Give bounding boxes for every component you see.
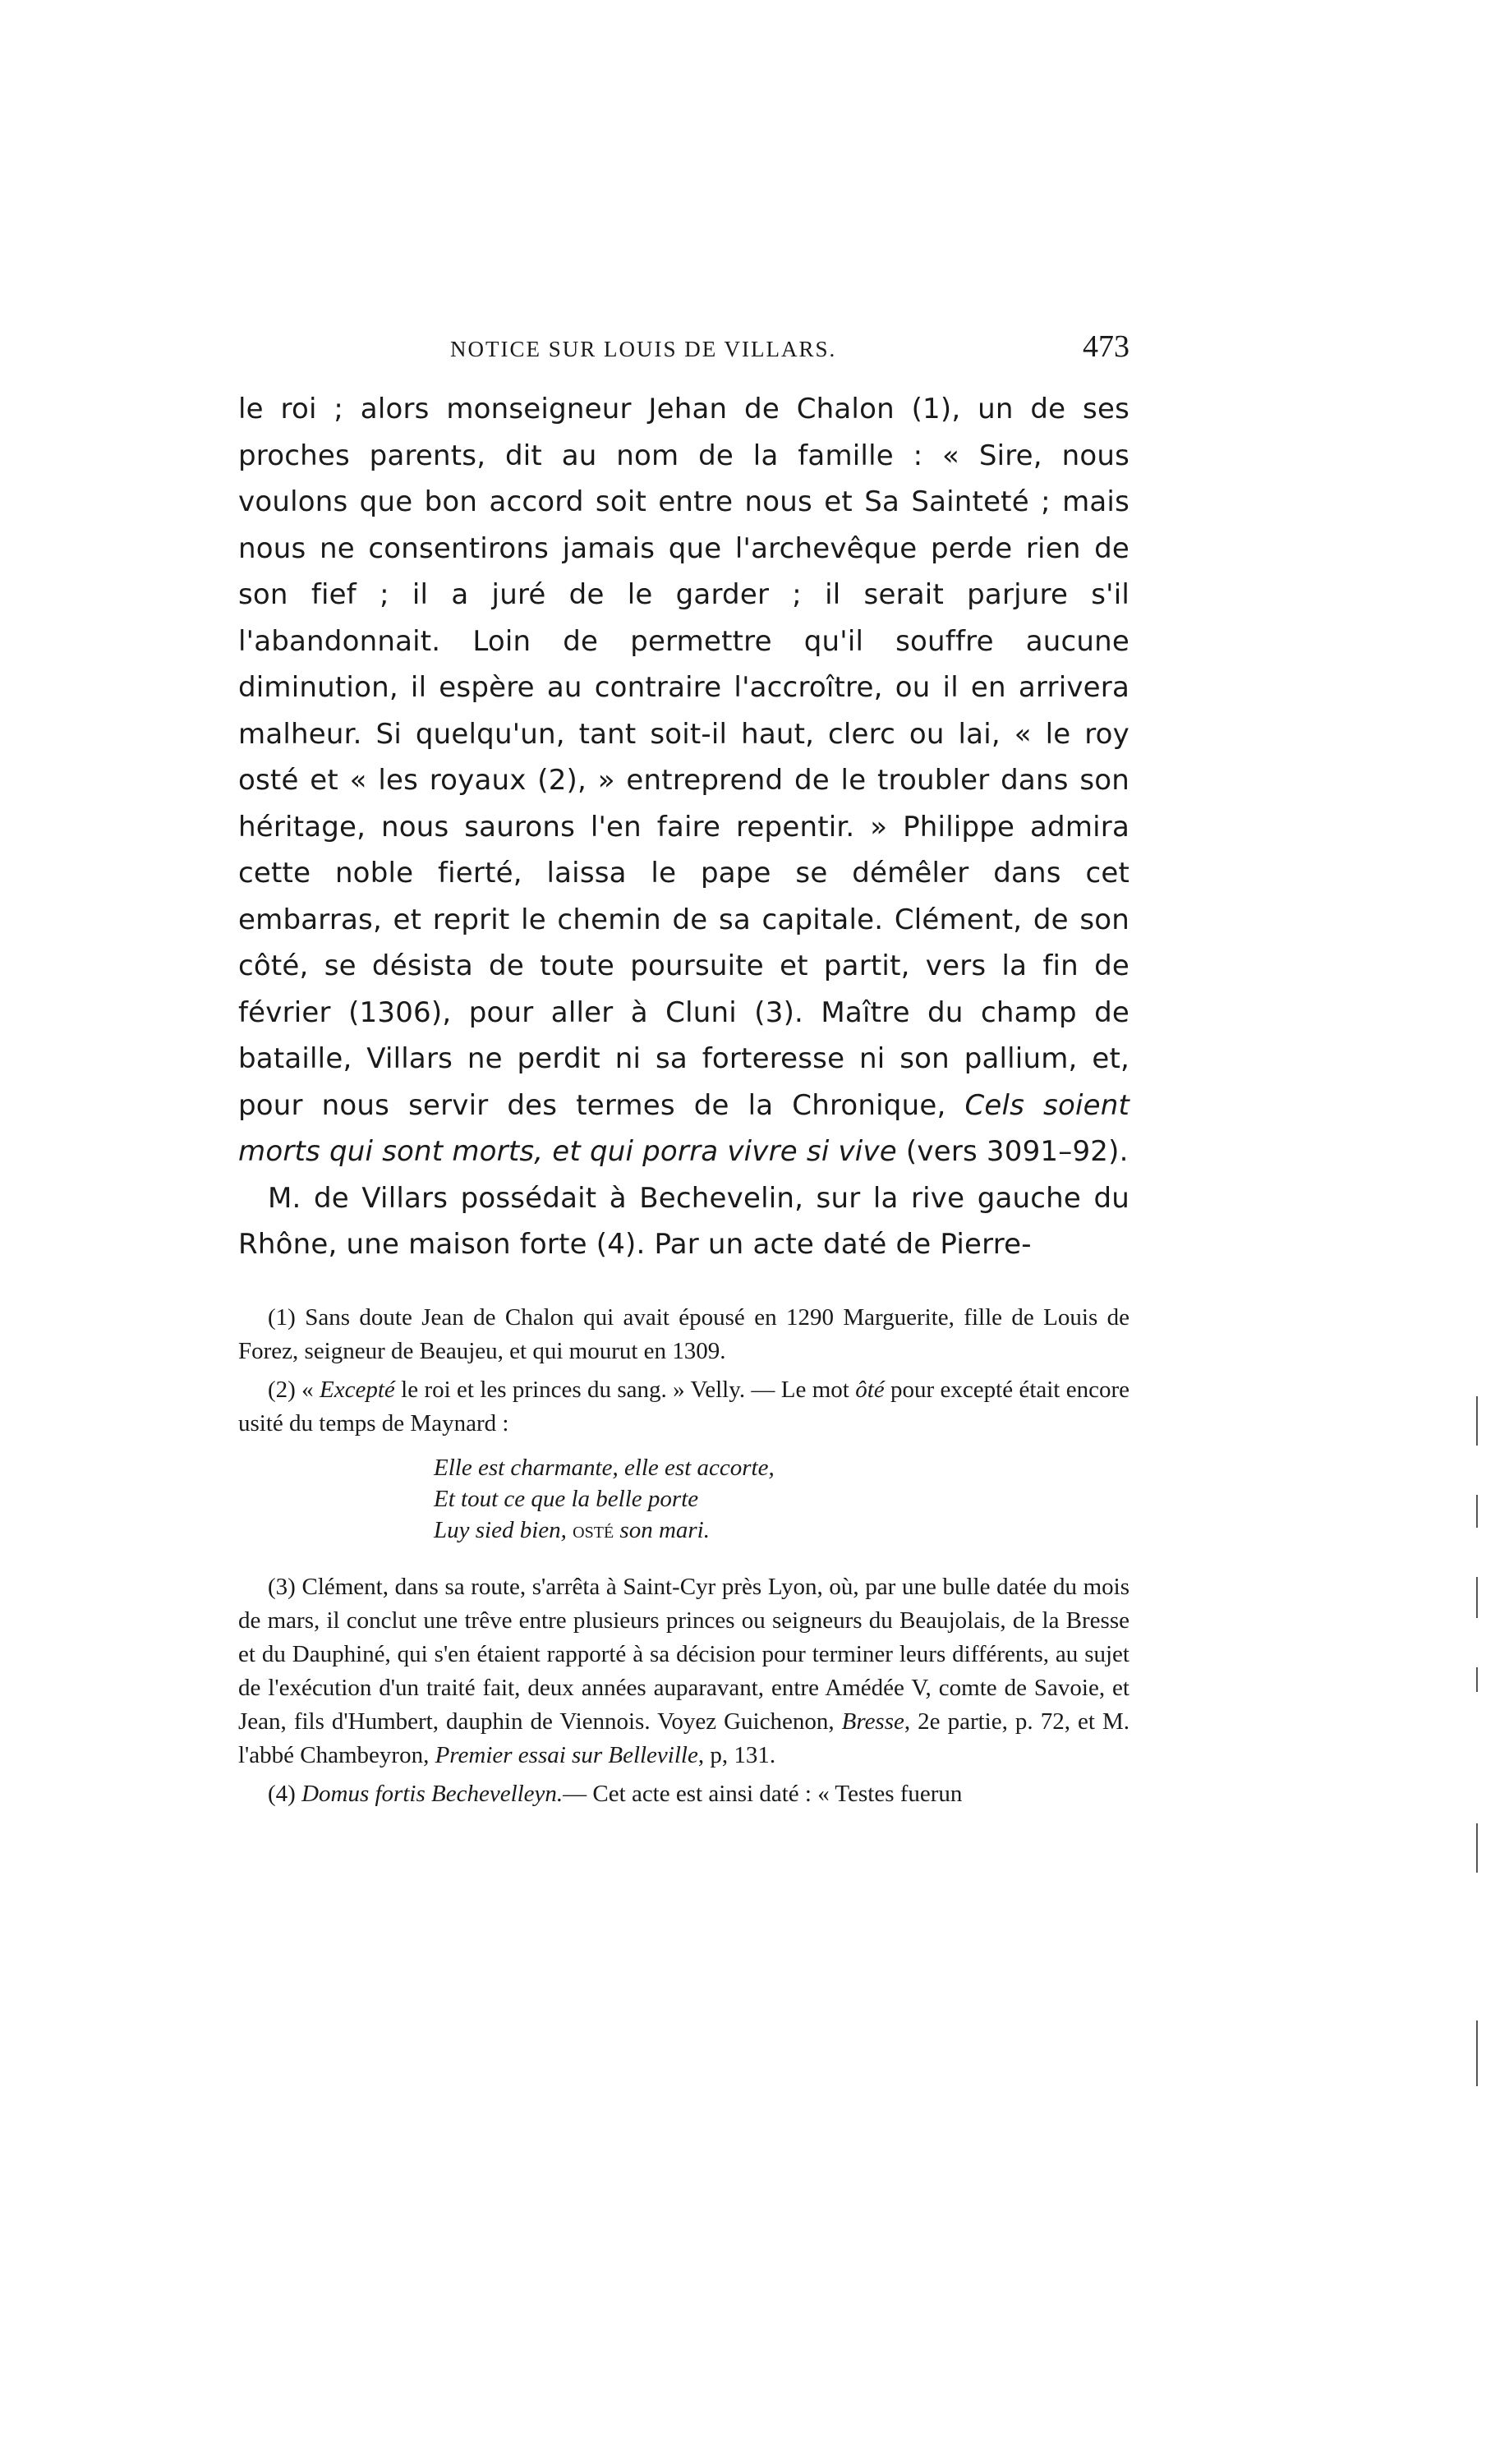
footnote-4-italic: Domus fortis Bechevelleyn. (301, 1780, 564, 1807)
footnote-2-italic-2: ôté (855, 1376, 885, 1403)
verse-line-1: Elle est charmante, elle est accorte, (434, 1454, 775, 1481)
page-number: 473 (1083, 329, 1129, 364)
footnote-2-mid: le roi et les princes du sang. » Velly. — Le mot (394, 1376, 856, 1403)
verse-quote (434, 1452, 1129, 1546)
paragraph-2: M. de Villars possédait à Bechevelin, sur la rive gauche du Rhône, une maison forte (4). Par un acte daté de Pierre- (238, 1181, 1129, 1261)
paragraph-1-text: le roi ; alors monseigneur Jehan de Chalon (1), un de ses proches parents, dit au nom de la famille : « Sire, nous voulons que bon accord soit entre nous et Sa Sainteté ; mais nous ne consentirons jamais que l'archevêque perde rien de son fief ; il a juré de le garder ; il serait parjure s'il l'abandonnait. Loin de permettre qu'il souffre aucune diminution, il espère au contraire l'accroître, ou il en arrivera malheur. Si quelqu'un, tant soit-il haut, clerc ou lai, « le roy osté et « les royaux (2), » entreprend de le troubler dans son héritage, nous saurons l'en faire repentir. » Philippe admira cette noble fierté, laissa le pape se démêler dans cet embarras, et reprit le chemin de sa capitale. Clément, de son côté, se désista de toute poursuite et partit, vers la fin de février (1306), pour aller à Cluni (3). Maître du champ de bataille, Villars ne perdit ni sa forteresse ni son pallium, et, pour nous servir des termes de la Chronique, (238, 393, 1129, 1122)
verse-line-3-b: son mari. (614, 1516, 710, 1543)
scan-mark (1476, 1577, 1478, 1618)
footnote-1: (1) Sans doute Jean de Chalon qui avait épousé en 1290 Marguerite, fille de Louis de Forez, seigneur de Beaujeu, et qui mourut en 1309. (238, 1303, 1129, 1364)
chronicle-quote: Cels soient morts qui sont morts, et qui porra vivre si vive (238, 1088, 1129, 1168)
footnote-3-italic-2: Premier essai sur Belleville (435, 1741, 698, 1768)
scan-mark (1476, 1823, 1478, 1873)
footnote-2-italic: Excepté (320, 1376, 395, 1403)
book-page (238, 329, 1129, 1816)
footnote-3-text: (3) Clément, dans sa route, s'arrêta à Saint-Cyr près Lyon, où, par une bulle datée du mois de mars, il conclut une trêve entre plusieurs princes ou seigneurs du Beaujolais, de la Bresse et du Dauphiné, qui s'en étaient rapporté à sa décision pour terminer leurs différents, au sujet de l'exécution d'un traité fait, deux années auparavant, entre Amédée V, comte de Savoie, et Jean, fils d'Humbert, dauphin de Viennois. Voyez Guichenon, (238, 1573, 1129, 1735)
scan-mark (1476, 2020, 1478, 2086)
scan-mark (1476, 1495, 1478, 1528)
footnote-4 (238, 1777, 1129, 1811)
scan-mark (1476, 1667, 1478, 1692)
running-head (238, 329, 1129, 365)
paragraph-1 (238, 386, 1129, 1175)
running-title: NOTICE SUR LOUIS DE VILLARS. (450, 337, 837, 361)
footnote-2-prefix: (2) « (268, 1376, 320, 1403)
body-text (238, 386, 1129, 1268)
footnote-3-italic-1: Bresse (841, 1708, 904, 1735)
footnote-4-prefix: (4) (268, 1780, 302, 1807)
footnote-3-mid: , 2e partie, p. 72, et M. l'abbé Chambeyron, (238, 1708, 1129, 1768)
footnote-4-suffix: — Cet acte est ainsi daté : « Testes fuerun (563, 1780, 963, 1807)
footnote-2 (238, 1373, 1129, 1441)
verse-line-3-a: Luy sied bien, (434, 1516, 573, 1543)
footnote-3 (238, 1570, 1129, 1772)
paragraph-1-end: (vers 3091–92). (896, 1135, 1129, 1168)
footnote-3-end: , p, 131. (697, 1741, 776, 1768)
scan-mark (1476, 1396, 1478, 1446)
footnotes (238, 1301, 1129, 1811)
verse-line-3 (434, 1515, 1129, 1546)
margin-scan-marks (1476, 1396, 1481, 2464)
footnote-2-suffix: pour excepté était encore usité du temps de Maynard : (238, 1376, 1129, 1437)
verse-line-3-smallcaps: osté (573, 1516, 614, 1543)
verse-line-2: Et tout ce que la belle porte (434, 1485, 699, 1512)
